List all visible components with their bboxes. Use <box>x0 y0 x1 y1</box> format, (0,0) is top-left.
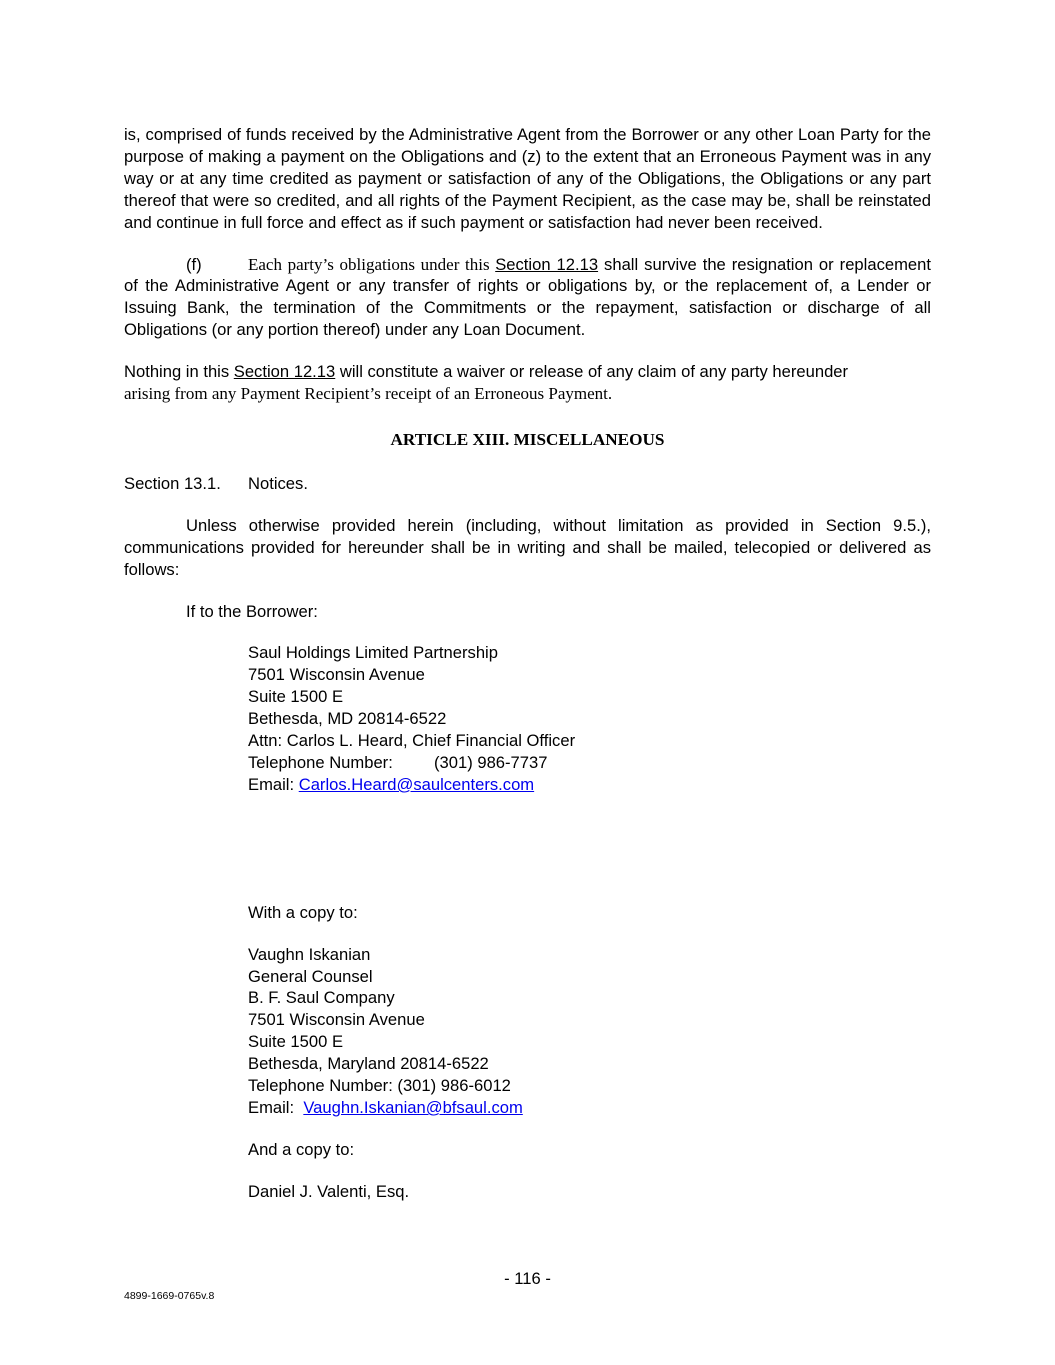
copy1-suite: Suite 1500 E <box>248 1032 344 1052</box>
paragraph-reinstatement: is, comprised of funds received by the Administrative Agent from the Borrower or any other Loan Party for the purpose of making a payment on the Obligations and (z) to the extent that an Erroneous Payment was in any way or at any time credited as payment or satisfaction of any of the Obligations, the Obligations or any part thereof that were so credited, and all rights of the Payment Recipient, as the case may be, shall be reinstated and continue in full force and effect as if such payment or satisfaction had never been received. <box>124 125 931 232</box>
borrower-suite: Suite 1500 E <box>248 687 344 707</box>
page-body <box>124 124 931 1203</box>
borrower-phone-line <box>248 752 931 774</box>
article-heading: ARTICLE XIII. MISCELLANEOUS <box>390 429 665 449</box>
borrower-street: 7501 Wisconsin Avenue <box>248 665 425 685</box>
page-number: - 116 - <box>504 1269 551 1288</box>
copy1-email-line <box>248 1097 931 1119</box>
paragraph-f-serif-text: Each party’s obligations under this <box>248 254 496 274</box>
borrower-email-line <box>248 774 931 796</box>
borrower-phone: (301) 986-7737 <box>434 752 548 772</box>
section-reference-link[interactable]: Section 12.13 <box>233 362 336 382</box>
copy1-company: B. F. Saul Company <box>248 988 395 1008</box>
copy1-title: General Counsel <box>248 966 373 986</box>
copy1-address-block <box>124 944 931 1119</box>
paragraph-nothing-mid: will constitute a waiver or release of any claim of any party hereunder <box>335 362 849 382</box>
copy1-email-label: Email: <box>248 1098 304 1117</box>
copy1-city: Bethesda, Maryland 20814-6522 <box>248 1054 489 1074</box>
section-title: Notices. <box>248 473 308 493</box>
document-id: 4899-1669-0765v.8 <box>124 1290 215 1302</box>
paragraph-unless: Unless otherwise provided herein (including, without limitation as provided in Section 9.5.), communications provided for hereunder shall be in writing and shall be mailed, telecopied or delivered as follows: <box>124 515 931 579</box>
borrower-email-label: Email: <box>248 774 299 794</box>
and-copy-label: And a copy to: <box>248 1139 355 1159</box>
copy1-name: Vaughn Iskanian <box>248 944 371 964</box>
paragraph-f-rest: shall survive the resignation or replacement of the Administrative Agent or any transfer of rights or obligations by, or the replacement of, a Lender or Issuing Bank, the termination of the Commitments or the repayment, satisfaction or discharge of all Obligations (or any portion thereof) under any Loan Document. <box>124 254 931 340</box>
borrower-email-link[interactable]: Carlos.Heard@saulcenters.com <box>298 774 535 794</box>
paragraph-nothing-lead: Nothing in this <box>124 362 234 382</box>
borrower-name: Saul Holdings Limited Partnership <box>248 643 498 663</box>
copy1-street: 7501 Wisconsin Avenue <box>248 1010 425 1030</box>
if-to-borrower-label: If to the Borrower: <box>186 601 318 621</box>
section-13-1-heading <box>124 473 931 495</box>
section-reference-link[interactable]: Section 12.13 <box>495 254 599 274</box>
paragraph-f-label: (f) <box>186 254 202 274</box>
copy1-phone: Telephone Number: (301) 986-6012 <box>248 1076 511 1096</box>
copy2-name: Daniel J. Valenti, Esq. <box>248 1181 410 1201</box>
with-copy-label: With a copy to: <box>248 902 358 922</box>
copy1-email-link[interactable]: Vaughn.Iskanian@bfsaul.com <box>303 1098 523 1117</box>
section-number: Section 13.1. <box>124 473 221 493</box>
borrower-address-block <box>124 642 931 795</box>
paragraph-f <box>124 254 931 342</box>
borrower-city: Bethesda, MD 20814-6522 <box>248 709 447 729</box>
borrower-attn: Attn: Carlos L. Heard, Chief Financial Officer <box>248 731 576 751</box>
paragraph-nothing <box>124 361 931 405</box>
paragraph-nothing-tail: arising from any Payment Recipient’s receipt of an Erroneous Payment. <box>124 384 613 404</box>
borrower-phone-label: Telephone Number: <box>248 752 393 772</box>
